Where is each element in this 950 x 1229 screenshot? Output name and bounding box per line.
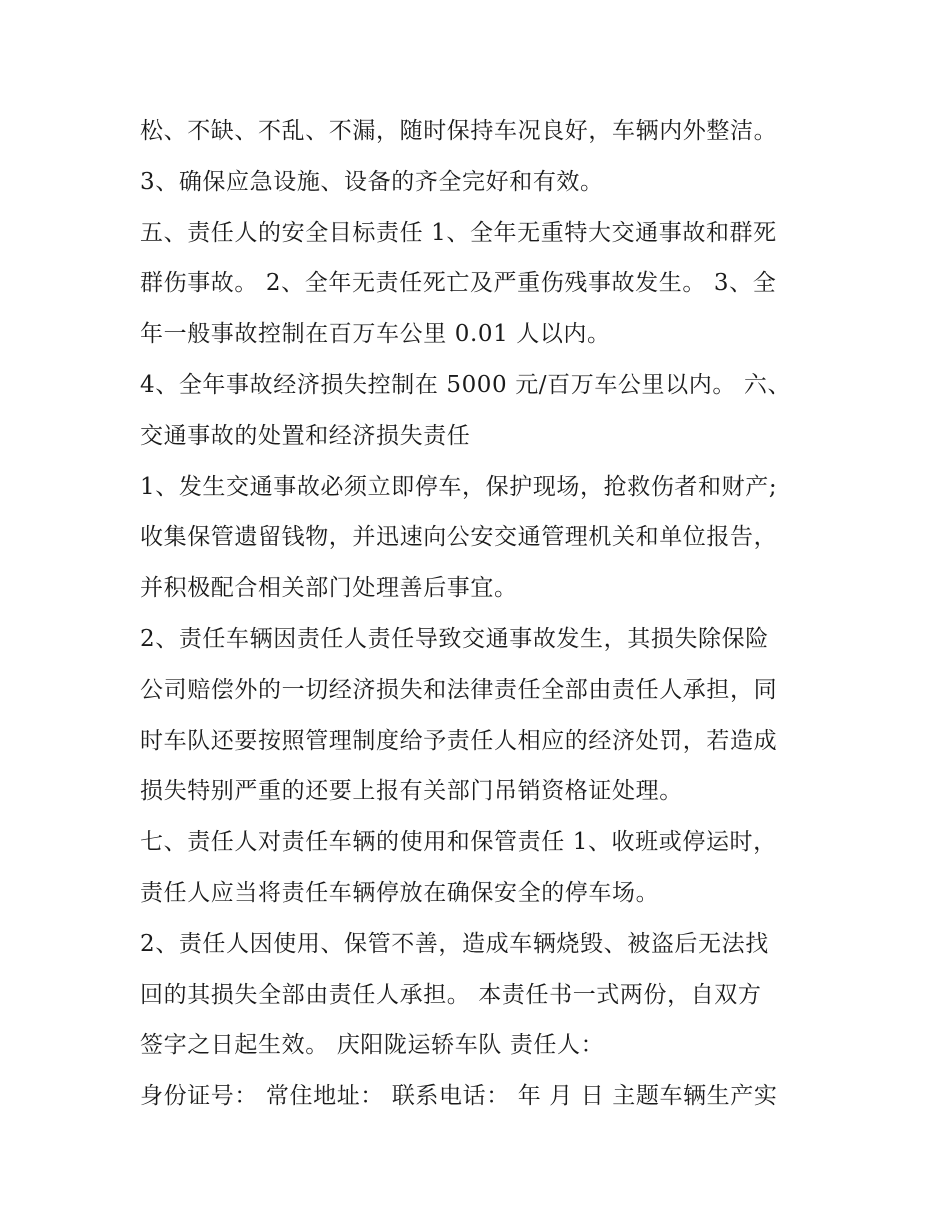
text-line: 并积极配合相关部门处理善后事宜。 xyxy=(140,575,518,602)
text-line: 2、责任车辆因责任人责任导致交通事故发生，其损失除保险 xyxy=(140,625,769,652)
text-line: 签字之日起生效。 庆阳陇运轿车队 责任人： xyxy=(140,1032,605,1059)
text-line: 公司赔偿外的一切经济损失和法律责任全部由责任人承担，同 xyxy=(140,676,778,703)
text-line: 3、确保应急设施、设备的齐全完好和有效。 xyxy=(140,168,604,195)
text-line: 损失特别严重的还要上报有关部门吊销资格证处理。 xyxy=(140,778,683,805)
text-line: 4、全年事故经济损失控制在 5000 元/百万车公里以内。 六、 xyxy=(140,371,792,398)
text-line: 收集保管遗留钱物，并迅速向公安交通管理机关和单位报告， xyxy=(140,524,778,551)
text-line: 松、不缺、不乱、不漏，随时保持车况良好，车辆内外整洁。 xyxy=(140,118,778,144)
text-line: 五、责任人的安全目标责任 1、全年无重特大交通事故和群死 xyxy=(140,219,777,246)
text-line: 七、责任人对责任车辆的使用和保管责任 1、收班或停运时， xyxy=(140,829,777,856)
text-line: 2、责任人因使用、保管不善，造成车辆烧毁、被盗后无法找 xyxy=(140,930,769,957)
text-line: 年一般事故控制在百万车公里 0.01 人以内。 xyxy=(140,321,611,348)
text-line: 群伤事故。 2、全年无责任死亡及严重伤残事故发生。 3、全 xyxy=(140,270,777,297)
text-line: 责任人应当将责任车辆停放在确保安全的停车场。 xyxy=(140,879,660,906)
text-line: 时车队还要按照管理制度给予责任人相应的经济处罚，若造成 xyxy=(140,727,778,754)
text-line: 身份证号： 常住地址： 联系电话： 年 月 日 主题车辆生产实 xyxy=(140,1083,778,1110)
document-page xyxy=(140,106,830,1122)
text-line: 回的其损失全部由责任人承担。 本责任书一式两份，自双方 xyxy=(140,981,762,1008)
text-line: 交通事故的处置和经济损失责任 xyxy=(140,422,471,449)
text-line: 1、发生交通事故必须立即停车，保护现场，抢救伤者和财产; xyxy=(140,473,778,500)
